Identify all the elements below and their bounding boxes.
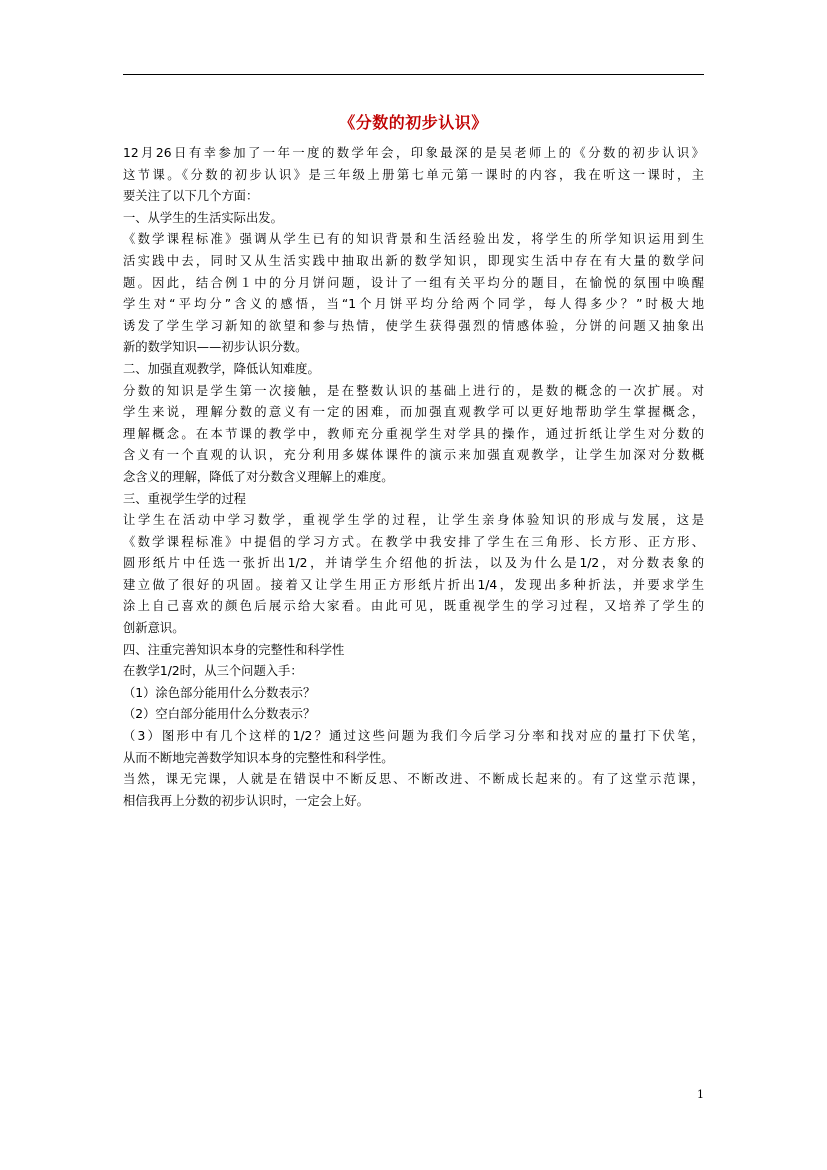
paragraph-line: 念含义的理解，降低了对分数含义理解上的难度。 xyxy=(123,469,394,484)
paragraph-line: 相信我再上分数的初步认识时，一定会上好。 xyxy=(123,793,369,808)
paragraph-line: 分数的知识是学生第一次接触，是在整数认识的基础上进行的，是数的概念的一次扩展。对 xyxy=(123,383,704,398)
list-item: （3）图形中有几个这样的1/2？通过这些问题为我们今后学习分率和找对应的量打下伏笔， xyxy=(123,729,704,744)
header-rule xyxy=(123,74,704,75)
paragraph-line: 让学生在活动中学习数学，重视学生学的过程，让学生亲身体验知识的形成与发展，这是 xyxy=(123,513,704,528)
list-item: （1）涂色部分能用什么分数表示？ xyxy=(123,685,316,700)
paragraph-line: 含义有一个直观的认识，充分利用多媒体课件的演示来加强直观教学，让学生加深对分数概 xyxy=(123,448,704,463)
section-heading: 四、注重完善知识本身的完整性和科学性 xyxy=(123,642,345,657)
paragraph-line: 学生来说，理解分数的意义有一定的困难，而加强直观教学可以更好地帮助学生掌握概念， xyxy=(123,405,704,420)
section-heading: 二、加强直观教学，降低认知难度。 xyxy=(123,361,320,376)
paragraph-line: 学生对“平均分”含义的感悟，当“1个月饼平均分给两个同学，每人得多少？”时极大地 xyxy=(123,297,704,312)
page-number: 1 xyxy=(697,1088,704,1101)
paragraph-line: 要关注了以下几个方面： xyxy=(123,189,259,204)
paragraph-line: 这节课。《分数的初步认识》是三年级上册第七单元第一课时的内容，我在听这一课时，主 xyxy=(123,167,704,182)
paragraph-line: 建立做了很好的巩固。接着又让学生用正方形纸片折出1/4，发现出多种折法，并要求学生 xyxy=(123,577,704,592)
paragraph-line: 新的数学知识——初步认识分数。 xyxy=(123,340,308,355)
paragraph-line: 理解概念。在本节课的教学中，教师充分重视学生对学具的操作，通过折纸让学生对分数的 xyxy=(123,426,704,441)
paragraph-line: 诱发了学生学习新知的欲望和参与热情，使学生获得强烈的情感体验，分饼的问题又抽象出 xyxy=(123,318,704,333)
paragraph-line: 在教学1/2时，从三个问题入手： xyxy=(123,664,303,679)
paragraph-line: 《数学课程标准》中提倡的学习方式。在教学中我安排了学生在三角形、长方形、正方形、 xyxy=(123,534,704,549)
section-heading: 一、从学生的生活实际出发。 xyxy=(123,210,283,225)
document-title: 《分数的初步认识》 xyxy=(339,113,488,132)
paragraph-line: 活实践中去，同时又从生活实践中抽取出新的数学知识，即现实生活中存在有大量的数学问 xyxy=(123,253,704,268)
paragraph-line: 12月26日有幸参加了一年一度的数学年会，印象最深的是吴老师上的《分数的初步认识》 xyxy=(123,146,704,160)
paragraph-line: 《数学课程标准》强调从学生已有的知识背景和生活经验出发，将学生的所学知识运用到生 xyxy=(123,232,704,247)
paragraph-line: 创新意识。 xyxy=(123,621,185,636)
section-heading: 三、重视学生学的过程 xyxy=(123,491,246,506)
paragraph-line: 从而不断地完善数学知识本身的完整性和科学性。 xyxy=(123,750,394,765)
paragraph-line: 当然，课无完课，人就是在错误中不断反思、不断改进、不断成长起来的。有了这堂示范课， xyxy=(123,772,704,787)
list-item: （2）空白部分能用什么分数表示？ xyxy=(123,707,316,722)
paragraph-line: 题。因此，结合例１中的分月饼问题，设计了一组有关平均分的题目，在愉悦的氛围中唤醒 xyxy=(123,275,704,290)
paragraph-line: 圆形纸片中任选一张折出1/2，并请学生介绍他的折法，以及为什么是1/2，对分数表象的 xyxy=(123,556,704,571)
document-body xyxy=(123,143,704,812)
paragraph-line: 涂上自己喜欢的颜色后展示给大家看。由此可见，既重视学生的学习过程，又培养了学生的 xyxy=(123,599,704,614)
